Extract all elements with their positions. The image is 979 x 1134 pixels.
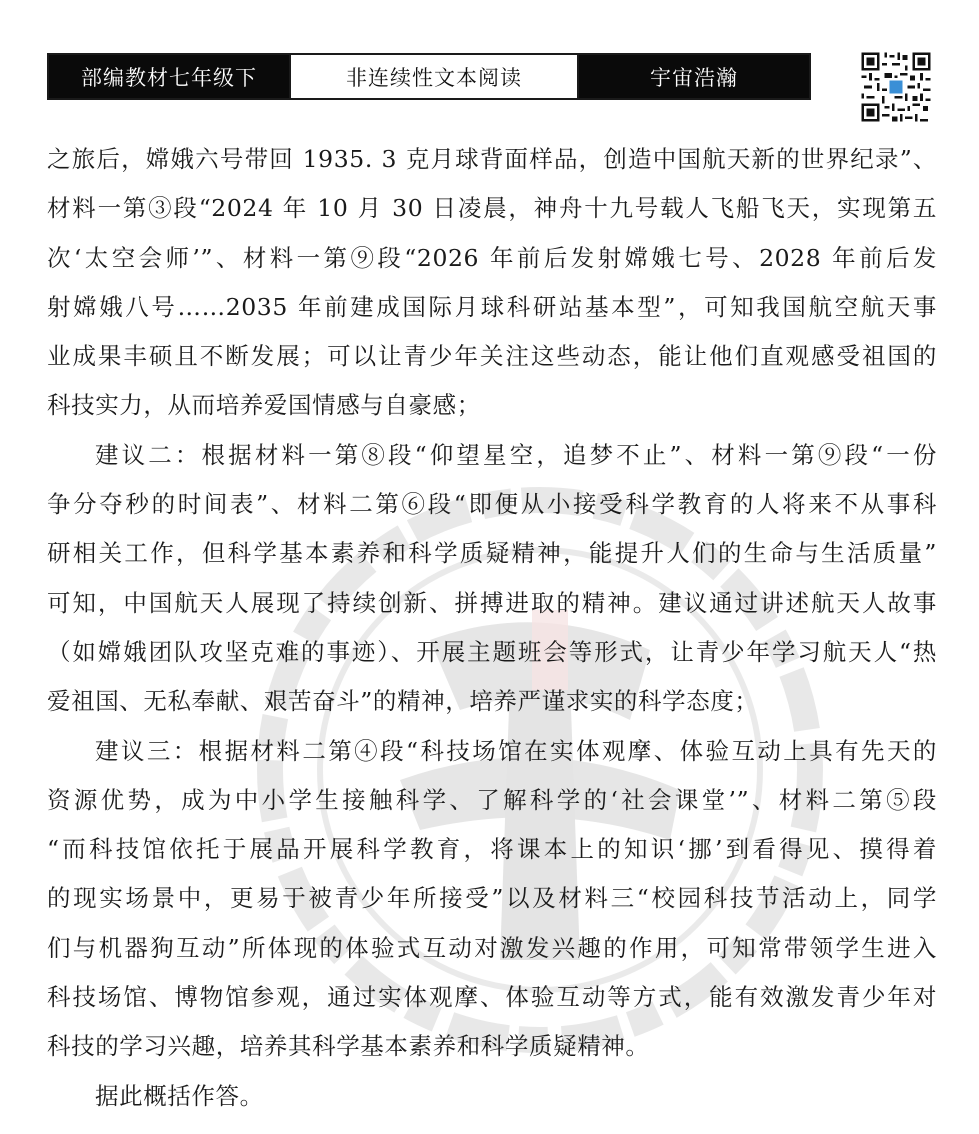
text-line: 资源优势，成为中小学生接触科学、了解科学的‘社会课堂’”、材料二第⑤段 [47,785,937,814]
text-line: 研相关工作，但科学基本素养和科学质疑精神，能提升人们的生命与生活质量” [47,539,937,568]
text-line: 们与机器狗互动”所体现的体验式互动对激发兴趣的作用，可知常带领学生进入 [47,933,937,962]
header-topic-label: 非连续性文本阅读 [289,55,579,98]
text-line: 据此概括作答。 [95,1081,264,1110]
text-line: 建议三：根据材料二第④段“科技场馆在实体观摩、体验互动上具有先天的 [95,736,937,765]
text-line: （如嫦娥团队攻坚克难的事迹）、开展主题班会等形式，让青少年学习航天人“热 [47,637,937,666]
qr-code-image [859,50,933,124]
text-line: 业成果丰硕且不断发展；可以让青少年关注这些动态，能让他们直观感受祖国的 [47,342,937,371]
text-line: 建议二：根据材料一第⑧段“仰望星空，追梦不止”、材料一第⑨段“一份 [95,440,937,469]
text-line: 材料一第③段“2024 年 10 月 30 日凌晨，神舟十九号载人飞船飞天，实现第五 [47,194,937,223]
text-line: 科技实力，从而培养爱国情感与自豪感； [47,391,481,420]
header-textbook-label: 部编教材七年级下 [49,55,289,98]
text-line: 科技的学习兴趣，培养其科学基本素养和科学质疑精神。 [47,1032,650,1061]
header-unit-label: 宇宙浩瀚 [579,55,809,98]
header-band [47,53,811,100]
text-line: 次‘太空会师’”、材料一第⑨段“2026 年前后发射嫦娥七号、2028 年前后发 [47,243,937,272]
text-line: “而科技馆依托于展品开展科学教育，将课本上的知识‘挪’到看得见、摸得着 [47,835,937,864]
text-line: 争分夺秒的时间表”、材料二第⑥段“即便从小接受科学教育的人将来不从事科 [47,490,937,519]
text-line: 可知，中国航天人展现了持续创新、拼搏进取的精神。建议通过讲述航天人故事 [47,588,937,617]
text-line: 的现实场景中，更易于被青少年所接受”以及材料三“校园科技节活动上，同学 [47,884,937,913]
text-line: 科技场馆、博物馆参观，通过实体观摩、体验互动等方式，能有效激发青少年对 [47,983,937,1012]
answer-text-body [47,135,937,1121]
text-line: 之旅后，嫦娥六号带回 1935. 3 克月球背面样品，创造中国航天新的世界纪录”、 [47,145,937,173]
text-line: 射嫦娥八号……2035 年前建成国际月球科研站基本型”，可知我国航空航天事 [47,292,937,321]
text-line: 爱祖国、无私奉献、艰苦奋斗”的精神，培养严谨求实的科学态度； [47,687,759,716]
